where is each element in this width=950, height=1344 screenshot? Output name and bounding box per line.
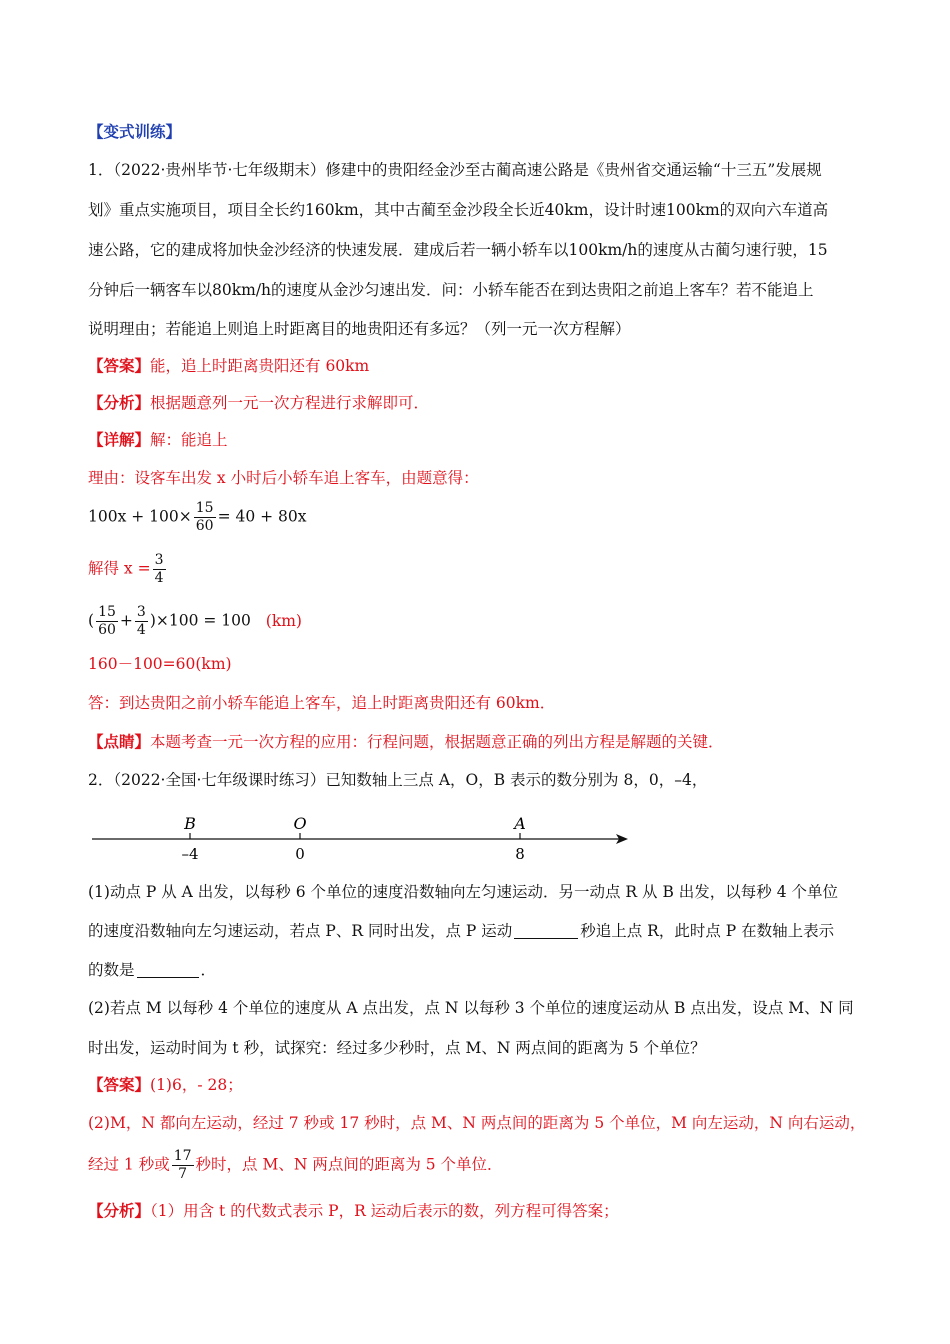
q1-answer-text: 能，追上时距离贵阳还有 60km xyxy=(150,357,370,375)
q1-difference: 160－100=60(km) xyxy=(88,655,232,673)
q1-detail-tag: 【详解】 xyxy=(88,430,151,449)
q1-analysis xyxy=(88,392,429,414)
q2-answer-1: (1)6，- 28； xyxy=(150,1076,243,1094)
calc-f1-den: 60 xyxy=(98,622,116,638)
q1-comment-tag: 【点睛】 xyxy=(88,732,151,751)
q1-answer-tag: 【答案】 xyxy=(88,356,151,375)
q2-part1-line-3a: 的数是 xyxy=(88,961,135,979)
q2-part1-line-2a: 的速度沿数轴向左匀速运动，若点 P、R 同时出发，点 P 运动 xyxy=(88,922,513,940)
q1-solution xyxy=(88,552,168,587)
q2-analysis-tag: 【分析】 xyxy=(88,1201,151,1220)
q2-part1-line-2b: 秒追上点 R，此时点 P 在数轴上表示 xyxy=(580,922,835,940)
calc-f2-num: 3 xyxy=(136,604,146,620)
q2-part2-line-1: (2)若点 M 以每秒 4 个单位的速度从 A 点出发，点 N 以每秒 3 个单位的速度运动从 B 点出发，设点 M、N 同 xyxy=(88,999,854,1017)
q1-text-line-4: 分钟后一辆客车以80km/h的速度从金沙匀速出发．问：小轿车能否在到达贵阳之前追上客车？若不能追上 xyxy=(88,281,814,299)
calc-frac-1 xyxy=(96,604,118,639)
q2-answer-2-line-2a: 经过 1 秒或 xyxy=(88,1155,170,1174)
solve-fraction xyxy=(153,552,166,587)
solve-den: 4 xyxy=(154,570,164,586)
blank-seconds[interactable] xyxy=(514,938,578,939)
eq1-fraction xyxy=(194,500,216,535)
q2-answer xyxy=(88,1074,243,1096)
calc-f2-den: 4 xyxy=(136,622,146,638)
point-label-O: O xyxy=(293,814,307,833)
solve-num: 3 xyxy=(154,552,164,568)
point-label-B: B xyxy=(184,814,196,833)
q1-analysis-tag: 【分析】 xyxy=(88,393,151,412)
q2-analysis-text: （1）用含 t 的代数式表示 P，R 运动后表示的数，列方程可得答案； xyxy=(150,1202,619,1220)
number-line xyxy=(0,805,950,875)
q2-answer-fraction xyxy=(172,1148,194,1183)
q1-answer xyxy=(88,355,369,377)
calc-rest: )×100 = 100 xyxy=(149,611,251,630)
blank-number[interactable] xyxy=(137,977,199,978)
q2-answer-den: 7 xyxy=(178,1166,188,1182)
eq1-num: 15 xyxy=(195,500,214,516)
q1-text-line-5: 说明理由；若能追上则追上时距离目的地贵阳还有多远？（列一元一次方程解） xyxy=(88,320,631,338)
q2-part1-line-1: (1)动点 P 从 A 出发，以每秒 6 个单位的速度沿数轴向左匀速运动．另一动点 R 从 B 出发，以每秒 4 个单位 xyxy=(88,883,838,901)
q1-detail-text: 解：能追上 xyxy=(150,431,228,449)
q2-part1-line-2 xyxy=(88,920,834,942)
q2-answer-2-line-2 xyxy=(88,1148,503,1183)
q2-answer-2-line-1: (2)M，N 都向左运动，经过 7 秒或 17 秒时，点 M、N 两点间的距离为 5 个单位，M 向左运动，N 向右运动， xyxy=(88,1114,866,1132)
q1-equation xyxy=(88,500,307,535)
tick-value-A: 8 xyxy=(515,845,525,863)
q1-comment-text: 本题考查一元一次方程的应用：行程问题，根据题意正确的列出方程是解题的关键． xyxy=(150,733,724,751)
q1-text-line-3: 速公路，它的建成将加快金沙经济的快速发展．建成后若一辆小轿车以100km/h的速度从古蔺匀速行驶，15 xyxy=(88,241,828,259)
calc-unit: (km) xyxy=(265,611,302,630)
q2-answer-tag: 【答案】 xyxy=(88,1075,151,1094)
q1-text-line-2: 划》重点实施项目，项目全长约160km，其中古蔺至金沙段全长近40km，设计时速100km的双向六车道高 xyxy=(88,201,829,219)
q2-answer-2-line-2b: 秒时，点 M、N 两点间的距离为 5 个单位． xyxy=(195,1155,503,1174)
q1-comment xyxy=(88,731,724,753)
point-label-A: A xyxy=(514,814,526,833)
calc-open: ( xyxy=(88,611,95,630)
q1-calc xyxy=(88,604,302,639)
q2-intro: 2．（2022·全国·七年级课时练习）已知数轴上三点 A，O，B 表示的数分别为 8，0，–4， xyxy=(88,771,708,789)
q2-analysis xyxy=(88,1200,619,1222)
q1-detail xyxy=(88,429,228,451)
q1-text-line-1: 1．（2022·贵州毕节·七年级期末）修建中的贵阳经金沙至古蔺高速公路是《贵州省交通运输“十三五”发展规 xyxy=(88,161,822,179)
tick-value-O: 0 xyxy=(295,845,305,863)
calc-f1-num: 15 xyxy=(98,604,116,620)
tick-value-B: –4 xyxy=(181,845,199,863)
solve-prefix: 解得 x = xyxy=(88,559,151,578)
q2-part1-line-3 xyxy=(88,959,216,981)
calc-frac-2 xyxy=(135,604,148,639)
q1-reason: 理由：设客车出发 x 小时后小轿车追上客车，由题意得： xyxy=(88,469,479,487)
q2-answer-num: 17 xyxy=(173,1148,192,1164)
section-title: 【变式训练】 xyxy=(88,122,182,141)
eq1-left: 100x + 100× xyxy=(88,507,192,526)
calc-plus: + xyxy=(119,611,133,630)
eq1-right: = 40 + 80x xyxy=(217,507,307,526)
q1-final-answer: 答：到达贵阳之前小轿车能追上客车，追上时距离贵阳还有 60km． xyxy=(88,694,556,712)
eq1-den: 60 xyxy=(195,518,214,534)
q1-analysis-text: 根据题意列一元一次方程进行求解即可． xyxy=(150,394,430,412)
q2-part1-line-3b: ． xyxy=(200,961,217,979)
q2-part2-line-2: 时出发，运动时间为 t 秒，试探究：经过多少秒时，点 M、N 两点间的距离为 5 个单位？ xyxy=(88,1039,706,1057)
